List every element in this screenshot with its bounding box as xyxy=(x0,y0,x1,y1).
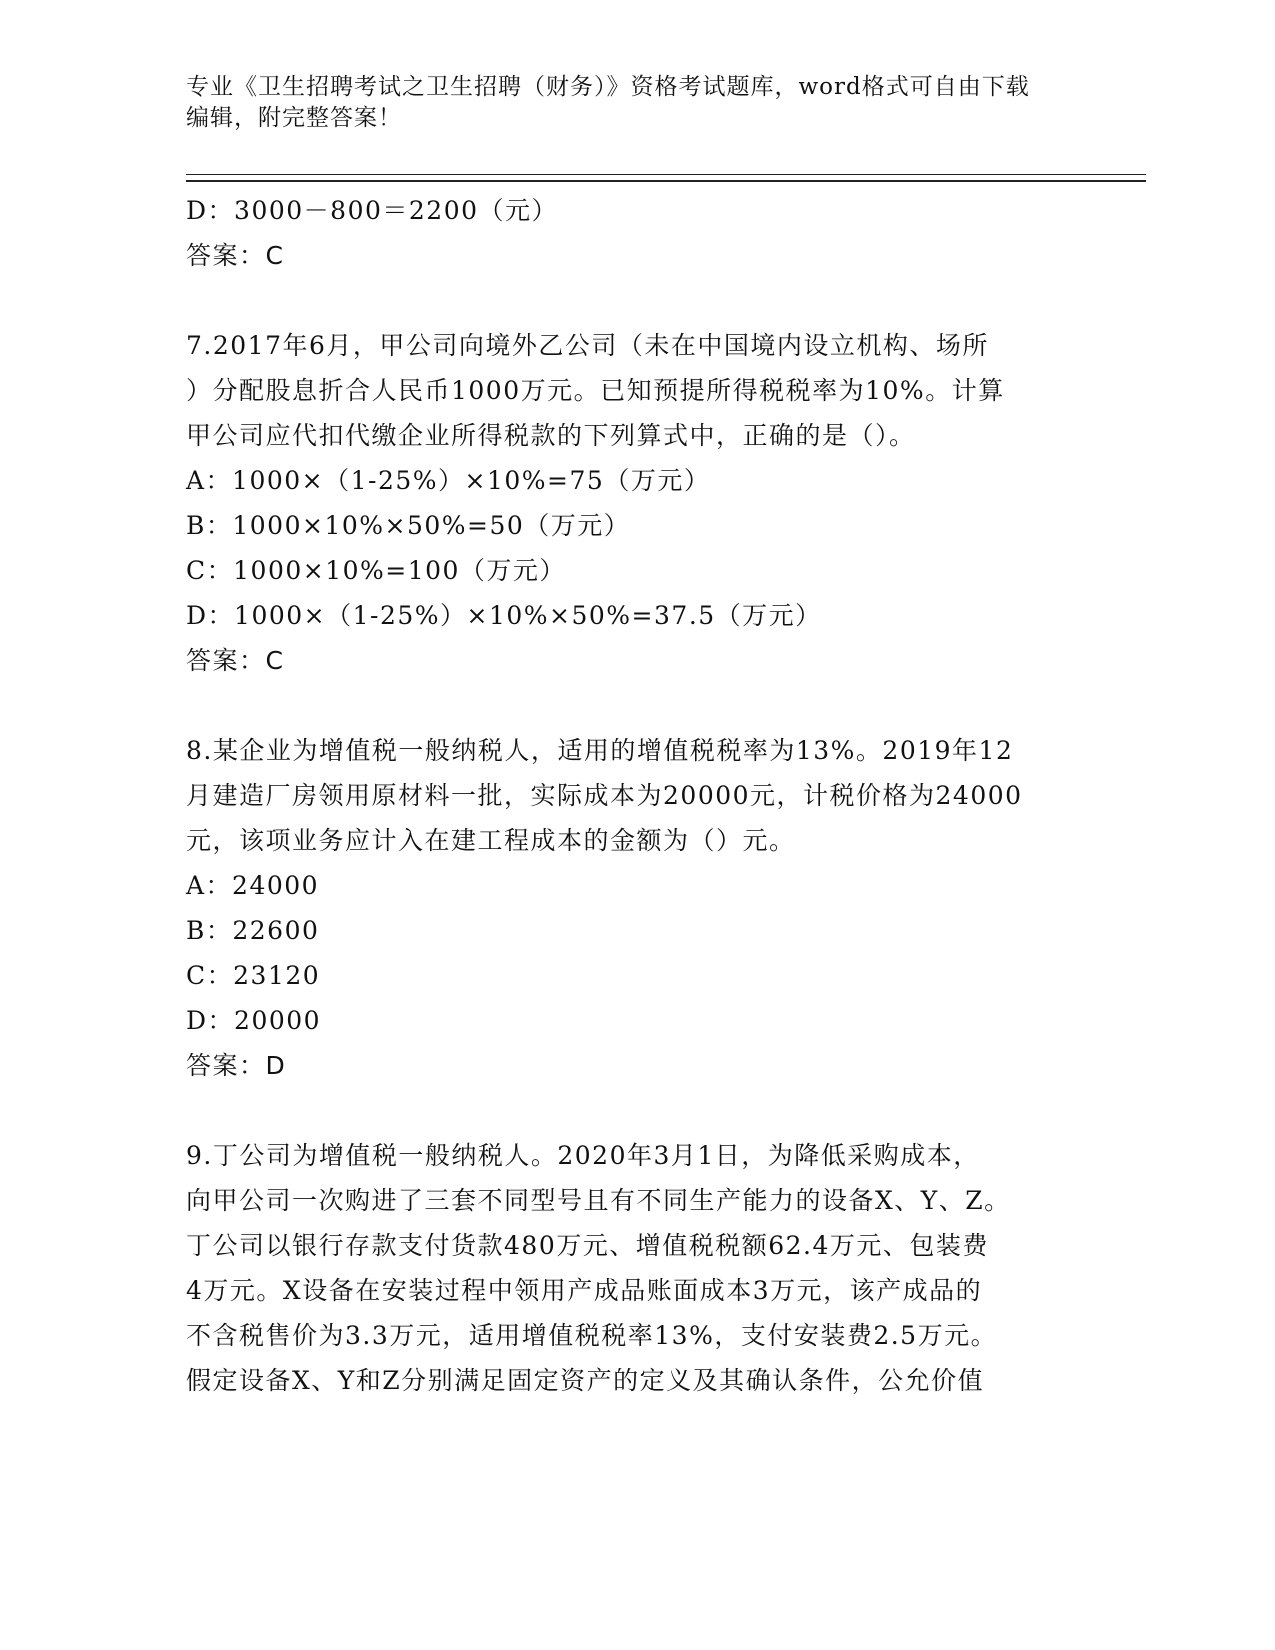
question-9-text-line: 假定设备X、Y和Z分别满足固定资产的定义及其确认条件，公允价值 xyxy=(186,1366,985,1395)
question-7 xyxy=(186,323,1086,683)
spacer xyxy=(186,278,1086,323)
header-line-1: 专业《卫生招聘考试之卫生招聘（财务）》资格考试题库，word格式可自由下载 xyxy=(186,74,1030,100)
question-7-answer: 答案：C xyxy=(186,646,285,675)
question-9-text-line: 9.丁公司为增值税一般纳税人。2020年3月1日，为降低采购成本， xyxy=(186,1141,980,1170)
question-9-text-line: 丁公司以银行存款支付货款480万元、增值税税额62.4万元、包装费 xyxy=(186,1231,989,1260)
question-7-option-d: D：1000×（1-25%）×10%×50%=37.5（万元） xyxy=(186,601,822,630)
question-8 xyxy=(186,728,1086,1088)
spacer xyxy=(186,683,1086,728)
question-8-text-line: 元，该项业务应计入在建工程成本的金额为（）元。 xyxy=(186,826,796,855)
header-line-2: 编辑，附完整答案！ xyxy=(186,105,402,131)
spacer xyxy=(186,1088,1086,1133)
header-divider-thick xyxy=(186,180,1146,182)
question-7-option-a: A：1000×（1-25%）×10%=75（万元） xyxy=(186,466,711,495)
document-header xyxy=(186,72,1086,134)
question-9 xyxy=(186,1133,1086,1403)
question-7-text-line: 甲公司应代扣代缴企业所得税款的下列算式中，正确的是（）。 xyxy=(186,421,916,450)
header-divider-thin xyxy=(186,174,1146,175)
prev-answer: 答案：C xyxy=(186,241,285,270)
question-8-option-a: A：24000 xyxy=(186,871,320,900)
question-8-answer: 答案：D xyxy=(186,1051,287,1080)
question-9-text-line: 向甲公司一次购进了三套不同型号且有不同生产能力的设备X、Y、Z。 xyxy=(186,1186,1011,1215)
question-9-text-line: 4万元。X设备在安装过程中领用产成品账面成本3万元，该产成品的 xyxy=(186,1276,983,1305)
question-8-text-line: 月建造厂房领用原材料一批，实际成本为20000元，计税价格为24000 xyxy=(186,781,1023,810)
prev-option-d: D：3000－800＝2200（元） xyxy=(186,196,559,225)
document-body xyxy=(186,188,1086,1403)
question-7-option-c: C：1000×10%=100（万元） xyxy=(186,556,566,585)
question-7-option-b: B：1000×10%×50%=50（万元） xyxy=(186,511,631,540)
question-8-option-d: D：20000 xyxy=(186,1006,322,1035)
question-7-text-line: 7.2017年6月，甲公司向境外乙公司（未在中国境内设立机构、场所 xyxy=(186,331,989,360)
question-9-text-line: 不含税售价为3.3万元，适用增值税税率13%，支付安装费2.5万元。 xyxy=(186,1321,998,1350)
question-8-option-c: C：23120 xyxy=(186,961,321,990)
question-8-text-line: 8.某企业为增值税一般纳税人，适用的增值税税率为13%。2019年12 xyxy=(186,736,1014,765)
question-8-option-b: B：22600 xyxy=(186,916,320,945)
question-7-text-line: ）分配股息折合人民币1000万元。已知预提所得税税率为10%。计算 xyxy=(186,376,1005,405)
